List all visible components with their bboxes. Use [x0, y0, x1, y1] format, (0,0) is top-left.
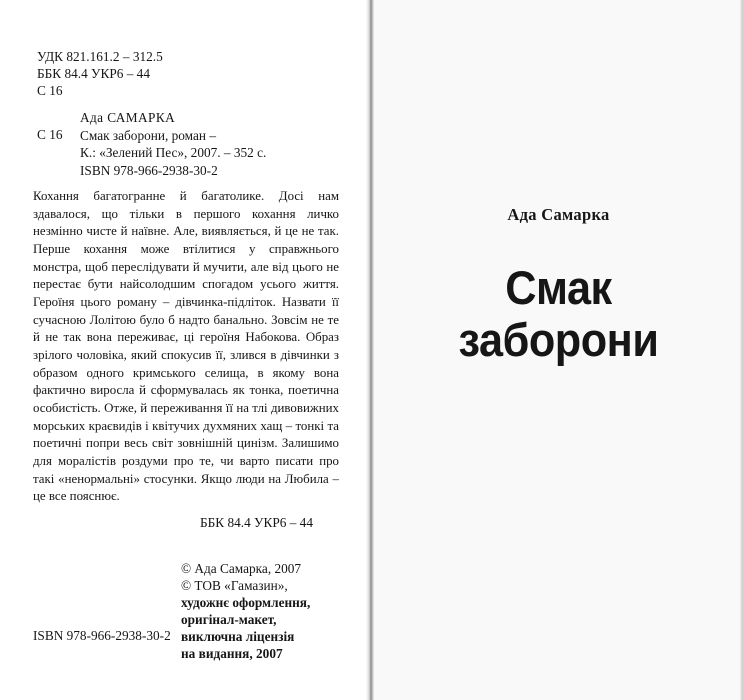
- book-title-line2: заборони: [458, 313, 659, 366]
- bibliography-imprint: К.: «Зелений Пес», 2007. – 352 с.: [80, 145, 267, 161]
- copyright-author: © Ада Самарка, 2007: [181, 561, 302, 576]
- copyright-block: [181, 560, 310, 662]
- bibliographic-record: [80, 109, 266, 179]
- udk-code: УДК 821.161.2 – 312.5: [37, 49, 163, 64]
- bibliography-isbn: ISBN 978-966-2938-30-2: [80, 162, 218, 178]
- left-page: [0, 0, 368, 700]
- bibliography-title: Смак заборони, роман –: [80, 127, 216, 143]
- copyright-publisher: © ТОВ «Гамазин»,: [181, 578, 288, 593]
- book-title-line1: Смак: [505, 261, 612, 314]
- bibliography-author: Ада САМАРКА: [80, 110, 176, 125]
- bbk-code-bottom: ББК 84.4 УКР6 – 44: [200, 515, 313, 530]
- annotation: [33, 188, 339, 506]
- bibliography-cutter: С 16: [37, 127, 63, 142]
- copyright-layout: оригінал-макет,: [181, 612, 277, 627]
- annotation-text: Кохання багатогранне й багатолике. Досі нам здавалося, що тільки в першого кохання личко незмінно чисте й наївне. Але, виявляється, й це не так. Перше кохання може втілитися у справжнього монстра, щоб переслідувати й мучити, але від цього не перестає бути найсолодшим спогадом усього життя. Героїня цього роману – дівчинка-підліток. Назвати її сучасною Лолітою було б надто банально. Зовсім не те й не так вона переживає, ці героїня Набокова. Образ зрілого чоловіка, який спокусив її, злився в дівчинки з образом одного кримського селища, в якому вона фактично виросла й сформувалась як тонка, поетична особистість. Отже, й переживання її на тлі дивовижних морських краєвидів і квітучих духмяних хащ – тонкі та поетичні попри весь світ зовнішній цинізм. Залишимо для моралістів роздуми про те, чи варто писати про такі «ненормальні» стосунки. Якщо люди на Любила – це все пояснює.: [33, 189, 339, 504]
- bbk-code: ББК 84.4 УКР6 – 44: [37, 66, 150, 82]
- title-page-author: Ада Самарка: [507, 205, 610, 224]
- copyright-edition: на видання, 2007: [181, 646, 283, 661]
- right-page: [374, 0, 743, 700]
- copyright-license: виключна ліцензія: [181, 629, 295, 644]
- cutter-code: С 16: [37, 83, 63, 99]
- isbn-bottom: ISBN 978-966-2938-30-2: [33, 628, 171, 643]
- book-title: [389, 262, 728, 366]
- copyright-design: художнє оформлення,: [181, 595, 311, 610]
- classification-codes: [37, 48, 163, 100]
